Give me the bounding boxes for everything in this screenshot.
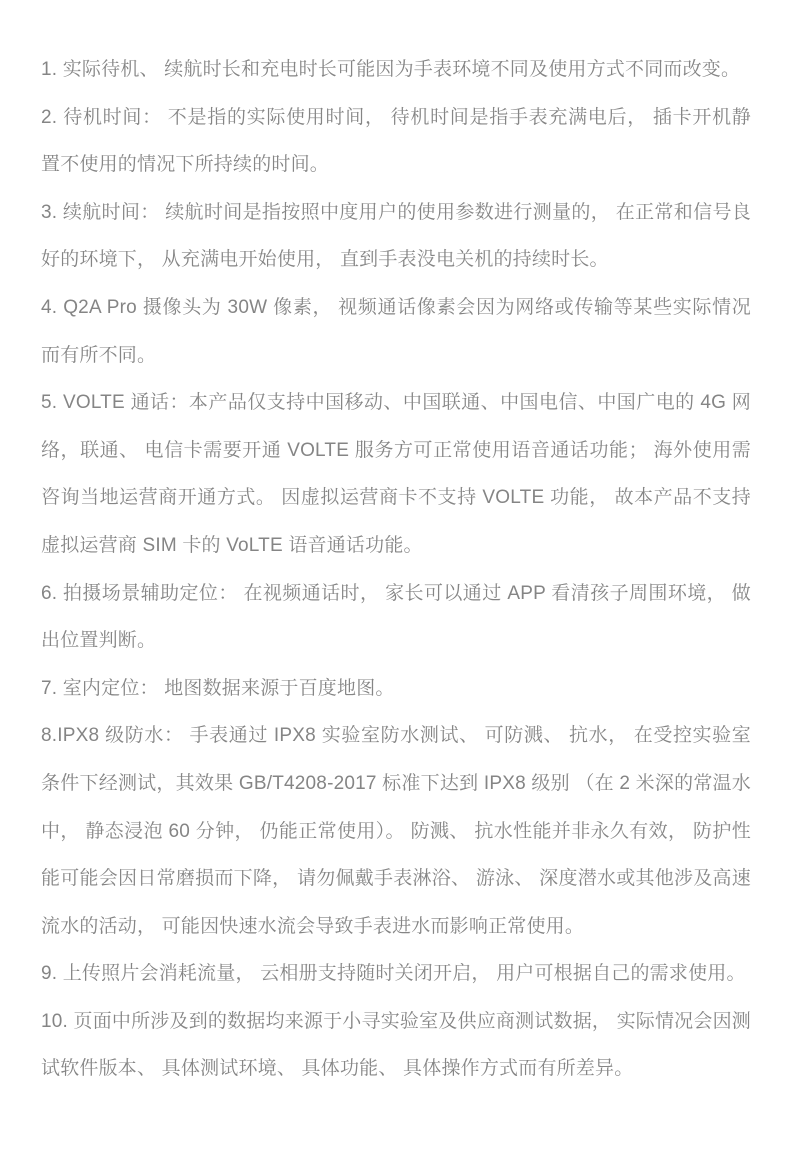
note-item-8: 8.IPX8 级防水： 手表通过 IPX8 实验室防水测试、 可防溅、 抗水， 在受控实验室条件下经测试，其效果 GB/T4208-2017 标准下达到 IPX8 级别 （在 2 米深的常温水中， 静态浸泡 60 分钟， 仍能正常使用）。 防溅、 抗水性能并非永久有效， 防护性能可能会因日常磨损而下降， 请勿佩戴手表淋浴、 游泳、 深度潜水或其他涉及高速流水的活动， 可能因快速水流会导致手表进水而影响正常使用。 <box>41 725 751 937</box>
note-item-6: 6. 拍摄场景辅助定位： 在视频通话时， 家长可以通过 APP 看清孩子周围环境， 做出位置判断。 <box>41 582 751 652</box>
note-item-10: 10. 页面中所涉及到的数据均来源于小寻实验室及供应商测试数据， 实际情况会因测试软件版本、 具体测试环境、 具体功能、 具体操作方式而有所差异。 <box>41 1010 751 1080</box>
note-item-3: 3. 续航时间： 续航时间是指按照中度用户的使用参数进行测量的， 在正常和信号良好的环境下， 从充满电开始使用， 直到手表没电关机的持续时长。 <box>41 201 751 271</box>
note-item-5: 5. VOLTE 通话：本产品仅支持中国移动、中国联通、中国电信、中国广电的 4G 网络，联通、 电信卡需要开通 VOLTE 服务方可正常使用语音通话功能； 海外使用需咨询当地运营商开通方式。 因虚拟运营商卡不支持 VOLTE 功能， 故本产品不支持虚拟运营商 SIM 卡的 VoLTE 语音通话功能。 <box>41 392 751 556</box>
note-item-2: 2. 待机时间： 不是指的实际使用时间， 待机时间是指手表充满电后， 插卡开机静置不使用的情况下所持续的时间。 <box>41 106 751 176</box>
note-item-4: 4. Q2A Pro 摄像头为 30W 像素， 视频通话像素会因为网络或传输等某些实际情况而有所不同。 <box>41 296 751 366</box>
note-item-7: 7. 室内定位： 地图数据来源于百度地图。 <box>41 677 395 699</box>
note-item-1: 1. 实际待机、 续航时长和充电时长可能因为手表环境不同及使用方式不同而改变。 <box>41 59 741 80</box>
note-item-9: 9. 上传照片会消耗流量， 云相册支持随时关闭开启， 用户可根据自己的需求使用。 <box>41 963 746 985</box>
